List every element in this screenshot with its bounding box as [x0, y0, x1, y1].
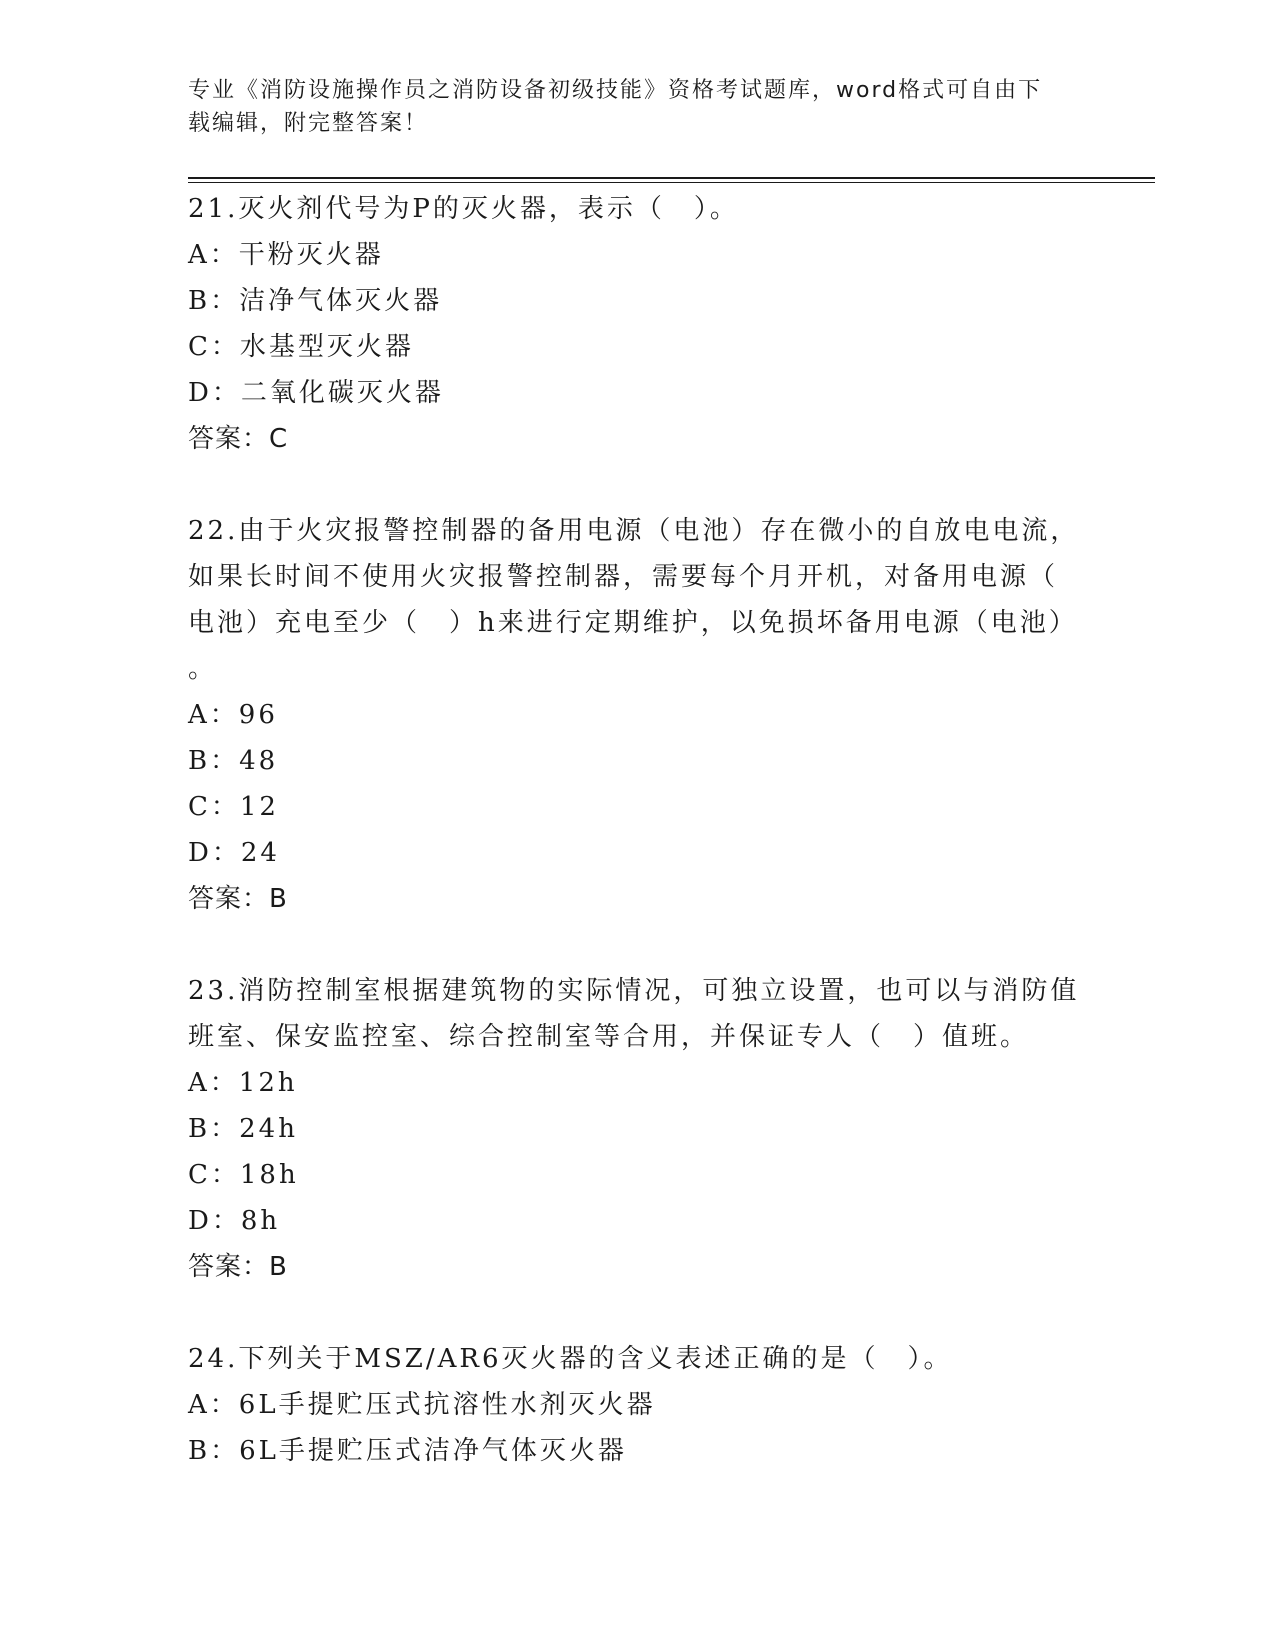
question-stem	[188, 508, 1088, 692]
option-d: D：24	[188, 838, 280, 868]
document-header	[188, 74, 1068, 140]
option-b: B：6L手提贮压式洁净气体灭火器	[188, 1436, 627, 1466]
question-stem	[188, 968, 1088, 1060]
option-a: A：96	[188, 700, 278, 730]
header-rule-thick	[188, 177, 1155, 179]
spacer	[188, 462, 1088, 508]
question-stem	[188, 1336, 1088, 1382]
spacer	[188, 922, 1088, 968]
stem-line: 班室、保安监控室、综合控制室等合用，并保证专人（ ）值班。	[188, 1022, 1030, 1052]
question-list	[188, 186, 1088, 1474]
option-c: C：18h	[188, 1160, 299, 1190]
stem-line: 。	[188, 654, 218, 684]
spacer	[188, 1290, 1088, 1336]
answer-line: 答案：B	[188, 884, 288, 914]
option-a: A：12h	[188, 1068, 298, 1098]
option-c: C：12	[188, 792, 279, 822]
header-line-2: 载编辑，附完整答案！	[188, 111, 429, 136]
option-b: B：洁净气体灭火器	[188, 286, 443, 316]
stem-line: 24.下列关于MSZ/AR6灭火器的含义表述正确的是（ ）。	[188, 1344, 953, 1374]
question-23	[188, 968, 1088, 1290]
option-b: B：48	[188, 746, 279, 776]
option-a: A：6L手提贮压式抗溶性水剂灭火器	[188, 1390, 656, 1420]
stem-line: 22.由于火灾报警控制器的备用电源（电池）存在微小的自放电电流，	[188, 516, 1080, 546]
option-b: B：24h	[188, 1114, 298, 1144]
question-22	[188, 508, 1088, 922]
option-d: D：二氧化碳灭火器	[188, 378, 444, 408]
option-d: D：8h	[188, 1206, 281, 1236]
question-24	[188, 1336, 1088, 1474]
header-rule-thin	[188, 182, 1155, 183]
answer-line: 答案：C	[188, 424, 289, 454]
stem-line: 电池）充电至少（ ）h来进行定期维护，以免损坏备用电源（电池）	[188, 608, 1078, 638]
stem-line: 21.灭火剂代号为P的灭火器，表示（ ）。	[188, 194, 739, 224]
question-stem	[188, 186, 1088, 232]
header-line-1: 专业《消防设施操作员之消防设备初级技能》资格考试题库，word格式可自由下	[188, 78, 1043, 103]
answer-line: 答案：B	[188, 1252, 288, 1282]
question-21	[188, 186, 1088, 462]
option-c: C：水基型灭火器	[188, 332, 414, 362]
stem-line: 如果长时间不使用火灾报警控制器，需要每个月开机，对备用电源（	[188, 562, 1059, 592]
option-a: A：干粉灭火器	[188, 240, 384, 270]
stem-line: 23.消防控制室根据建筑物的实际情况，可独立设置，也可以与消防值	[188, 976, 1080, 1006]
